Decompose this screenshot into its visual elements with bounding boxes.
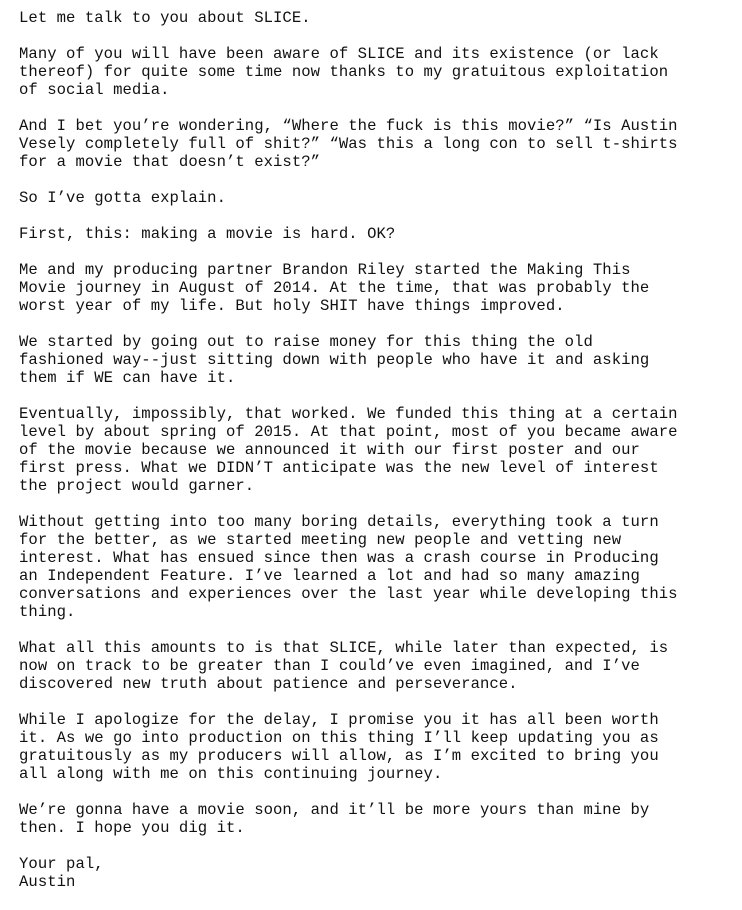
- text-line: Eventually, impossibly, that worked. We funded this thing at a certain: [19, 405, 678, 423]
- paragraph-awareness: [19, 45, 733, 99]
- text-line: for the better, as we started meeting new people and vetting new: [19, 531, 622, 549]
- text-line: worst year of my life. But holy SHIT have things improved.: [19, 297, 565, 315]
- paragraph-hard: [19, 225, 733, 243]
- text-line: then. I hope you dig it.: [19, 819, 245, 837]
- text-line: Let me talk to you about SLICE.: [19, 9, 311, 27]
- signature-name: Austin: [19, 873, 76, 891]
- paragraph-on-track: [19, 639, 733, 693]
- text-line: conversations and experiences over the last year while developing this: [19, 585, 678, 603]
- text-line: Many of you will have been aware of SLICE and its existence (or lack: [19, 45, 659, 63]
- text-line: it. As we go into production on this thing I’ll keep updating you as: [19, 729, 659, 747]
- text-line: now on track to be greater than I could’ve even imagined, and I’ve: [19, 657, 640, 675]
- text-line: So I’ve gotta explain.: [19, 189, 226, 207]
- text-line: While I apologize for the delay, I promise you it has all been worth: [19, 711, 659, 729]
- text-line: an Independent Feature. I’ve learned a lot and had so many amazing: [19, 567, 640, 585]
- text-line: We’re gonna have a movie soon, and it’ll be more yours than mine by: [19, 801, 650, 819]
- text-line: for a movie that doesn’t exist?”: [19, 153, 321, 171]
- paragraph-details: [19, 513, 733, 621]
- text-line: Me and my producing partner Brandon Riley started the Making This: [19, 261, 631, 279]
- text-line: Vesely completely full of shit?” “Was this a long con to sell t-shirts: [19, 135, 678, 153]
- paragraph-closing: [19, 801, 733, 837]
- text-line: gratuitously as my producers will allow, as I’m excited to bring you: [19, 747, 659, 765]
- paragraph-questions: [19, 117, 733, 171]
- text-line: level by about spring of 2015. At that point, most of you became aware: [19, 423, 678, 441]
- text-line: all along with me on this continuing journey.: [19, 765, 443, 783]
- letter-body: [19, 9, 733, 891]
- text-line: the project would garner.: [19, 477, 255, 495]
- text-line: Without getting into too many boring details, everything took a turn: [19, 513, 659, 531]
- text-line: them if WE can have it.: [19, 369, 236, 387]
- text-line: fashioned way--just sitting down with people who have it and asking: [19, 351, 650, 369]
- sign-off: Your pal,: [19, 855, 104, 873]
- paragraph-intro: [19, 9, 733, 27]
- text-line: Movie journey in August of 2014. At the time, that was probably the: [19, 279, 650, 297]
- text-line: And I bet you’re wondering, “Where the fuck is this movie?” “Is Austin: [19, 117, 678, 135]
- text-line: first press. What we DIDN’T anticipate was the new level of interest: [19, 459, 659, 477]
- paragraph-explain: [19, 189, 733, 207]
- paragraph-funded: [19, 405, 733, 495]
- text-line: interest. What has ensued since then was a crash course in Producing: [19, 549, 659, 567]
- text-line: We started by going out to raise money for this thing the old: [19, 333, 593, 351]
- text-line: of social media.: [19, 81, 170, 99]
- text-line: discovered new truth about patience and perseverance.: [19, 675, 518, 693]
- text-line: thereof) for quite some time now thanks to my gratuitous exploitation: [19, 63, 669, 81]
- paragraph-apology: [19, 711, 733, 783]
- text-line: What all this amounts to is that SLICE, while later than expected, is: [19, 639, 669, 657]
- paragraph-raising-money: [19, 333, 733, 387]
- text-line: First, this: making a movie is hard. OK?: [19, 225, 396, 243]
- signature-block: [19, 855, 733, 891]
- text-line: of the movie because we announced it with our first poster and our: [19, 441, 640, 459]
- text-line: thing.: [19, 603, 76, 621]
- paragraph-journey: [19, 261, 733, 315]
